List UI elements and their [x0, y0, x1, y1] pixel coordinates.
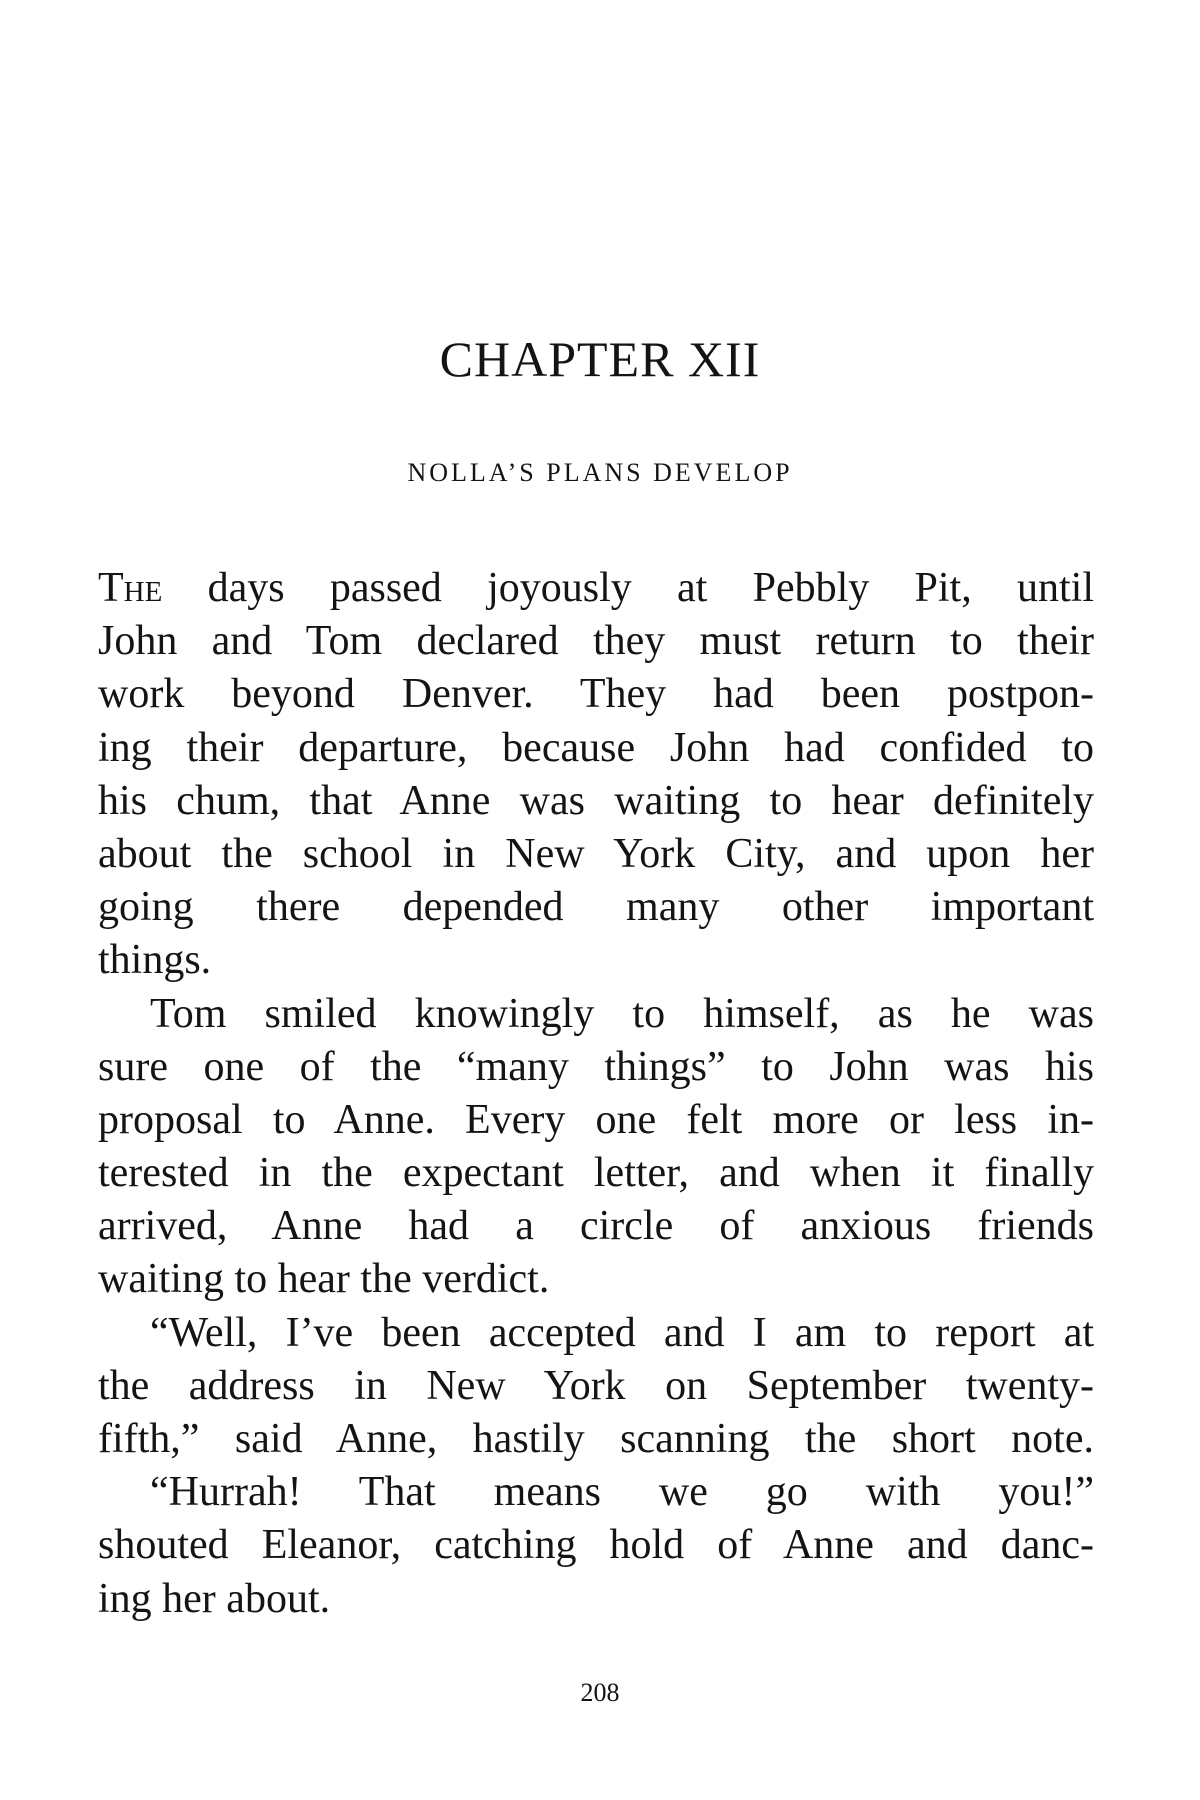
text-line: “Well, I’ve been accepted and I am to report at — [150, 1309, 1094, 1356]
text-line: about the school in New York City, and upon her — [98, 830, 1094, 877]
chapter-subtitle: NOLLA’S PLANS DEVELOP — [407, 458, 793, 487]
page-number: 208 — [580, 1678, 620, 1707]
text-line: terested in the expectant letter, and when it finally — [98, 1150, 1094, 1197]
text-line: waiting to hear the verdict. — [98, 1256, 550, 1303]
text-line: arrived, Anne had a circle of anxious friends — [98, 1203, 1094, 1250]
text-line: Tom smiled knowingly to himself, as he was — [150, 990, 1094, 1037]
text-line: things. — [98, 937, 212, 984]
opening-word: The — [98, 565, 163, 611]
text-line: work beyond Denver. They had been postpon- — [98, 671, 1094, 718]
text-line: the address in New York on September twenty- — [98, 1362, 1094, 1409]
text-line: “Hurrah! That means we go with you!” — [150, 1469, 1094, 1516]
text-line: ing their departure, because John had confided to — [98, 724, 1094, 771]
text-line-content: days passed joyously at Pebbly Pit, until — [162, 565, 1094, 611]
chapter-title: CHAPTER XII — [439, 331, 761, 387]
text-line: going there depended many other important — [98, 884, 1094, 931]
text-line — [98, 562, 1094, 615]
text-line: his chum, that Anne was waiting to hear definitely — [98, 777, 1094, 824]
text-line: ing her about. — [98, 1575, 331, 1622]
body-text — [98, 562, 1094, 1626]
text-line: John and Tom declared they must return to their — [98, 618, 1094, 665]
text-line: sure one of the “many things” to John was his — [98, 1043, 1094, 1090]
text-line: shouted Eleanor, catching hold of Anne and danc- — [98, 1522, 1094, 1569]
text-line: proposal to Anne. Every one felt more or less in- — [98, 1096, 1094, 1143]
text-line: fifth,” said Anne, hastily scanning the short note. — [98, 1416, 1094, 1462]
